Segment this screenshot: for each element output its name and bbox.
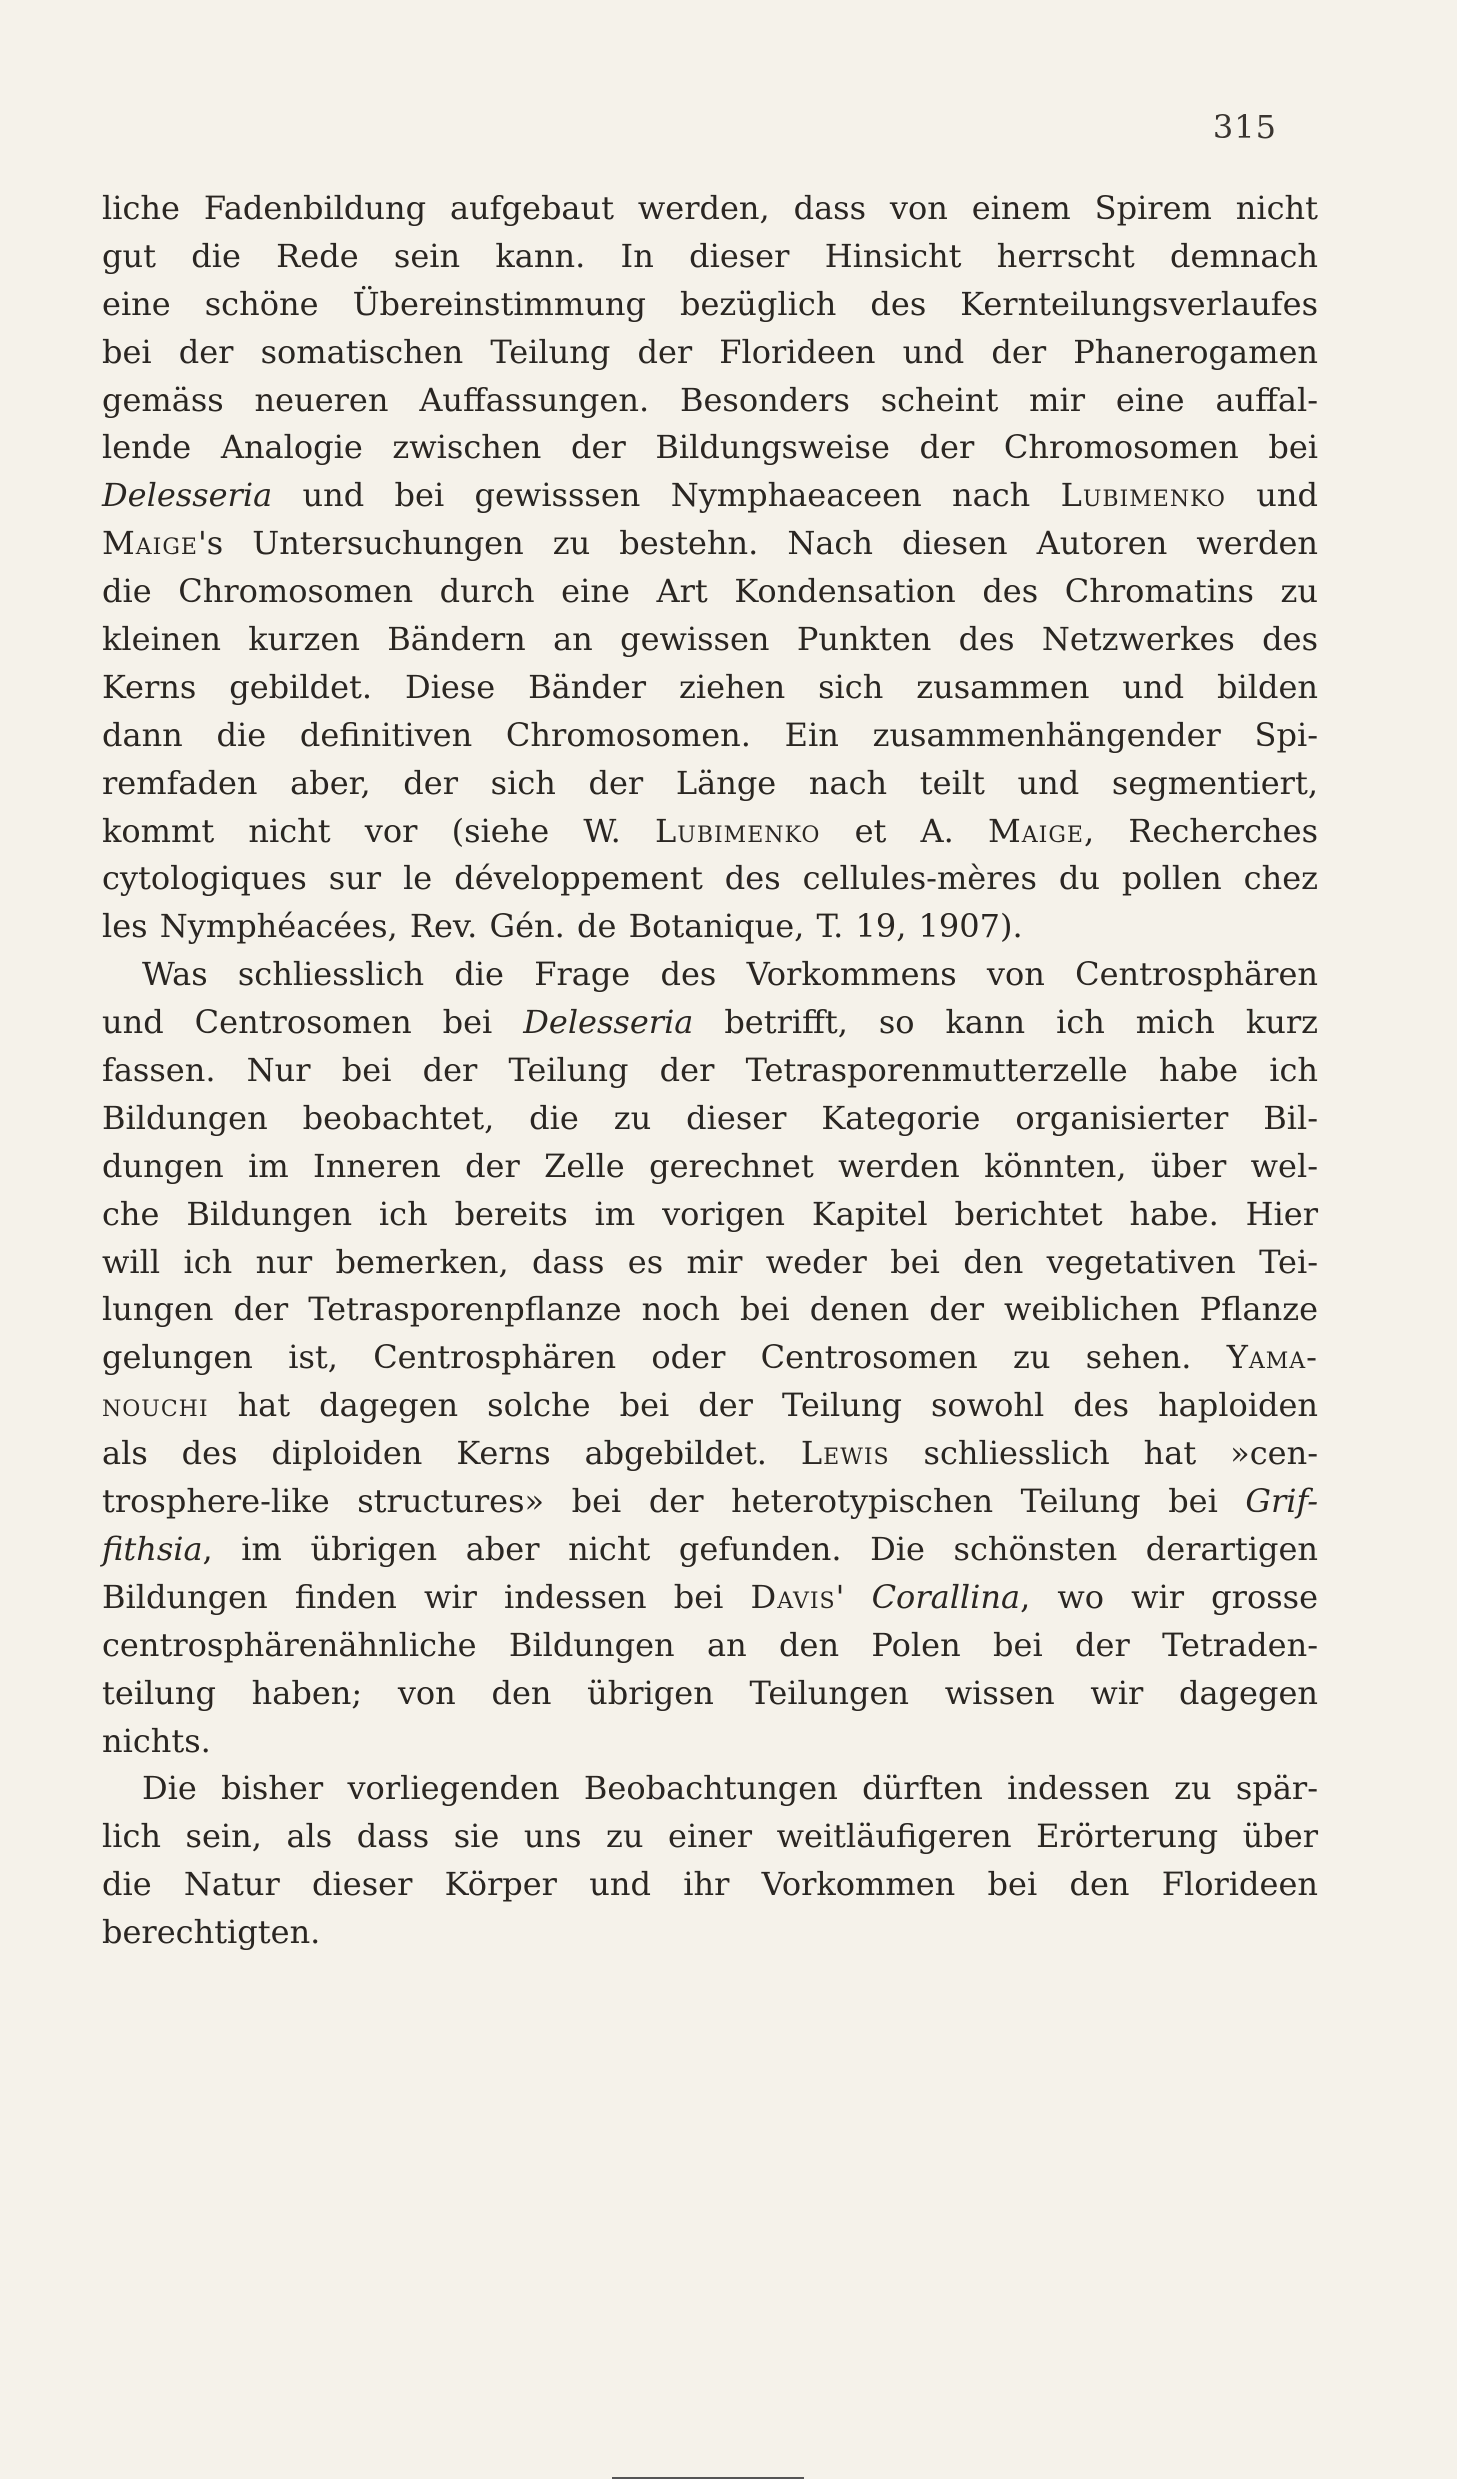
genus-name: Corallina [871, 1577, 1021, 1616]
text-line [102, 568, 1318, 616]
author-name: Lewis [800, 1434, 890, 1473]
text-span: dann die definitiven Chromosomen. Ein zusammenhängender Spi- [102, 715, 1318, 754]
text-line [102, 520, 1318, 568]
text-span: Was schliesslich die Frage des Vorkommens von Centrosphären [142, 955, 1318, 994]
text-span: Die bisher vorliegenden Beobachtungen dürften indessen zu spär- [142, 1769, 1318, 1808]
text-span: remfaden aber, der sich der Länge nach teilt und segmentiert, [102, 763, 1318, 802]
text-span: die Natur dieser Körper und ihr Vorkommen bei den Florideen [102, 1865, 1318, 1904]
text-line [102, 1239, 1318, 1287]
text-span: lungen der Tetrasporenpflanze noch bei denen der weiblichen Pflanze [102, 1290, 1318, 1329]
text-line [102, 1095, 1318, 1143]
text-span: lich sein, als dass sie uns zu einer weitläufigeren Erörterung über [102, 1817, 1318, 1856]
text-span: und Centrosomen bei [102, 1003, 524, 1042]
text-line [102, 1382, 1318, 1430]
text-span: lende Analogie zwischen der Bildungsweise der Chromosomen bei [102, 428, 1318, 467]
text-span: will ich nur bemerken, dass es mir weder bei den vegetativen Tei- [102, 1242, 1318, 1281]
author-name: Lubimenko [655, 811, 821, 850]
text-span: als des diploiden Kerns abgebildet. [102, 1434, 801, 1473]
text-span: Bildungen beobachtet, die zu dieser Kategorie organisierter Bil- [102, 1098, 1318, 1137]
text-line [102, 1670, 1318, 1718]
text-span: die Chromosomen durch eine Art Kondensation des Chromatins zu [102, 572, 1318, 611]
text-span: che Bildungen ich bereits im vorigen Kapitel berichtet habe. Hier [102, 1194, 1318, 1233]
text-span: kommt nicht vor (siehe W. [102, 811, 656, 850]
text-span: , Recherches [1083, 811, 1319, 850]
text-span: betrifft, so kann ich mich kurz [693, 1003, 1319, 1042]
text-line [102, 1286, 1318, 1334]
text-span: und bei gewisssen Nymphaeaceen nach [272, 476, 1061, 515]
text-line [102, 472, 1318, 520]
text-span: bei der somatischen Teilung der Florideen und der Phanerogamen [102, 332, 1318, 371]
text-line [102, 185, 1318, 233]
text-span: teilung haben; von den übrigen Teilungen wissen wir dagegen [102, 1673, 1318, 1712]
author-name: Yama- [1226, 1338, 1318, 1377]
text-line [102, 616, 1318, 664]
author-name: Lubimenko [1060, 476, 1226, 515]
text-line [102, 808, 1318, 856]
text-span: , wo wir grosse [1020, 1577, 1319, 1616]
text-line [102, 1909, 1318, 1957]
text-span: 's Untersuchungen zu bestehn. Nach diesen Autoren werden [197, 524, 1318, 563]
text-line [102, 1861, 1318, 1909]
text-line [102, 1143, 1318, 1191]
genus-name: Delesseria [523, 1003, 694, 1042]
body-text [102, 185, 1318, 1957]
text-line [102, 951, 1318, 999]
text-span: fassen. Nur bei der Teilung der Tetrasporenmutterzelle habe ich [102, 1051, 1318, 1090]
text-line [102, 855, 1318, 903]
text-span: Bildungen finden wir indessen bei [102, 1577, 751, 1616]
text-span: dungen im Inneren der Zelle gerechnet werden könnten, über wel- [102, 1146, 1318, 1185]
text-line [102, 281, 1318, 329]
text-span: centrosphärenähnliche Bildungen an den Polen bei der Tetraden- [102, 1625, 1318, 1664]
author-name: Davis [750, 1577, 836, 1616]
text-line [102, 760, 1318, 808]
text-line [102, 1813, 1318, 1861]
text-line [102, 999, 1318, 1047]
text-span: gut die Rede sein kann. In dieser Hinsicht herrscht demnach [102, 236, 1318, 275]
page-number: 315 [1212, 108, 1277, 146]
author-name: Maige [102, 524, 198, 563]
text-span: gemäss neueren Auffassungen. Besonders scheint mir eine auffal- [102, 380, 1318, 419]
text-line [102, 712, 1318, 760]
genus-name: fithsia [102, 1529, 203, 1568]
text-span: liche Fadenbildung aufgebaut werden, dass von einem Spirem nicht [102, 189, 1318, 227]
text-span: schliesslich hat »cen- [889, 1434, 1319, 1473]
text-span: Kerns gebildet. Diese Bänder ziehen sich zusammen und bilden [102, 667, 1318, 706]
text-line [102, 1526, 1318, 1574]
text-line [102, 1334, 1318, 1382]
text-span: ' [835, 1577, 872, 1616]
text-line [102, 1430, 1318, 1478]
text-span: berechtigten. [102, 1913, 321, 1952]
author-name: Maige [988, 811, 1084, 850]
genus-name: Grif- [1245, 1482, 1318, 1521]
text-span: les Nymphéacées, Rev. Gén. de Botanique, T. 19, 1907). [102, 907, 1023, 946]
text-line [102, 233, 1318, 281]
text-line [102, 1191, 1318, 1239]
text-span: eine schöne Übereinstimmung bezüglich des Kernteilungsverlaufes [102, 284, 1318, 323]
text-line [102, 664, 1318, 712]
text-line [102, 424, 1318, 472]
genus-name: Delesseria [102, 476, 273, 515]
text-span: , im übrigen aber nicht gefunden. Die schönsten derartigen [202, 1529, 1318, 1568]
text-line [102, 1622, 1318, 1670]
text-span: et A. [820, 811, 988, 850]
text-span: gelungen ist, Centrosphären oder Centrosomen zu sehen. [102, 1338, 1227, 1377]
text-line [102, 1047, 1318, 1095]
text-span: trosphere-like structures» bei der heterotypischen Teilung bei [102, 1482, 1246, 1521]
author-name: nouchi [102, 1386, 209, 1425]
text-line [102, 1478, 1318, 1526]
text-line [102, 1765, 1318, 1813]
text-line [102, 1718, 1318, 1766]
text-line [102, 377, 1318, 425]
text-span: hat dagegen solche bei der Teilung sowohl des haploiden [208, 1386, 1318, 1425]
text-span: kleinen kurzen Bändern an gewissen Punkten des Netzwerkes des [102, 620, 1318, 659]
text-line [102, 1574, 1318, 1622]
text-span: und [1225, 476, 1319, 515]
text-span: nichts. [102, 1721, 211, 1760]
text-line [102, 329, 1318, 377]
text-span: cytologiques sur le développement des cellules-mères du pollen chez [102, 859, 1318, 898]
text-line [102, 903, 1318, 951]
